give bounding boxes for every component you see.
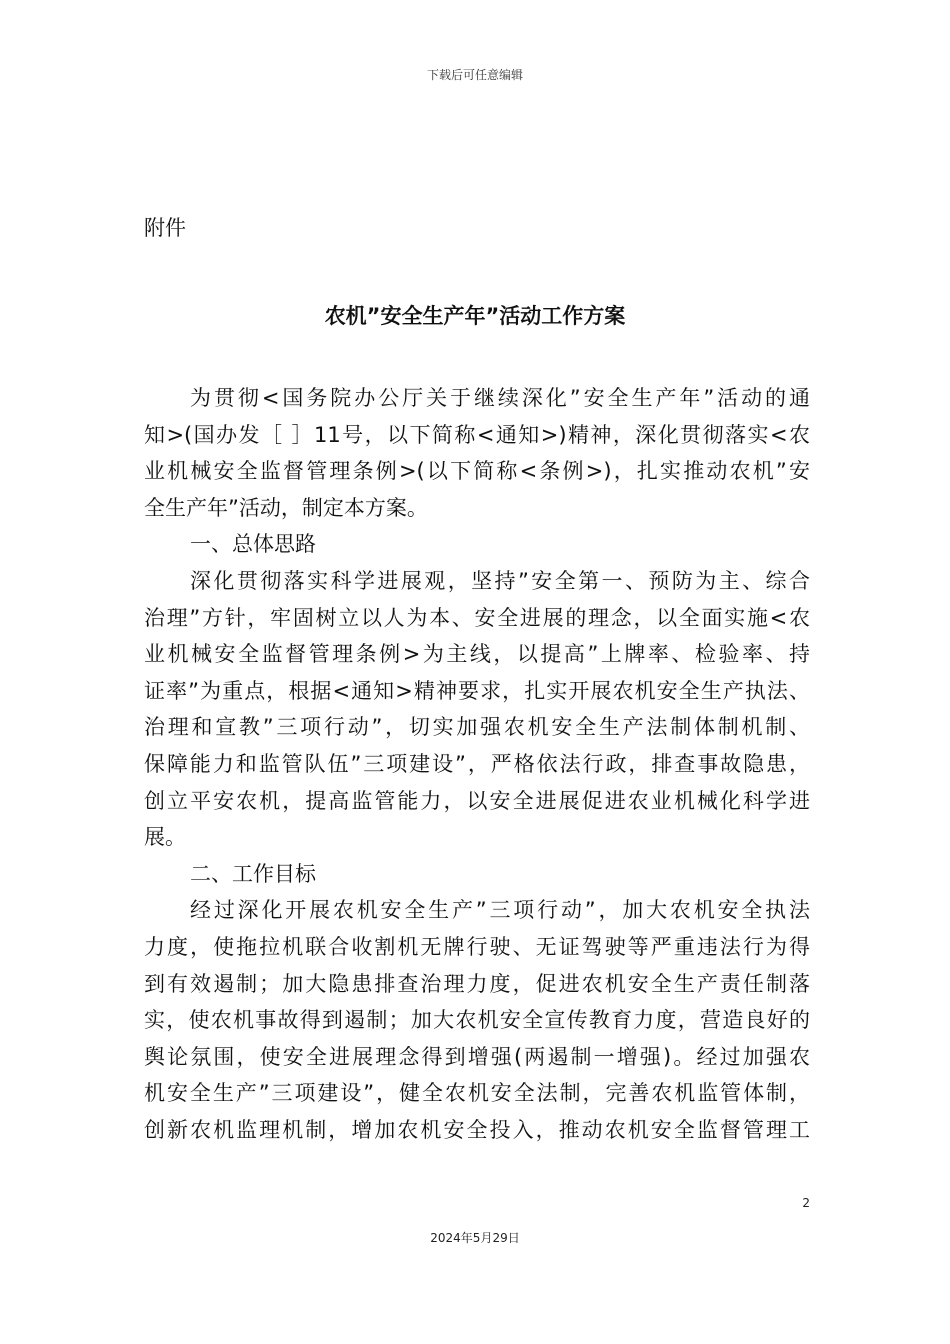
body-line: 为贯彻<国务院办公厅关于继续深化”安全生产年”活动的通 [190, 386, 810, 410]
body-line: 治理”方针，牢固树立以人为本、安全进展的理念，以全面实施<农 [144, 605, 810, 630]
body-line: 证率”为重点，根据<通知>精神要求，扎实开展农机安全生产执法、 [144, 678, 810, 703]
body-line: 二、工作目标 [190, 861, 316, 886]
body-line: 知>(国办发［ ］11号，以下简称<通知>)精神，深化贯彻落实<农 [144, 422, 810, 447]
page-number: 2 [802, 1196, 810, 1210]
document-body [144, 380, 810, 1148]
body-line: 实，使农机事故得到遏制；加大农机安全宣传教育力度，营造良好的 [144, 1008, 810, 1033]
body-line: 经过深化开展农机安全生产”三项行动”，加大农机安全执法 [190, 898, 810, 923]
body-line: 机安全生产”三项建设”，健全农机安全法制，完善农机监管体制， [144, 1081, 810, 1106]
body-line: 舆论氛围，使安全进展理念得到增强(两遏制一增强)。经过加强农 [144, 1044, 810, 1069]
body-line: 创立平安农机，提高监管能力，以安全进展促进农业机械化科学进 [144, 788, 810, 813]
body-line: 创新农机监理机制，增加农机安全投入，推动农机安全监督管理工 [144, 1117, 810, 1142]
body-line: 业机械安全监督管理条例>为主线，以提高”上牌率、检验率、持 [144, 642, 810, 667]
body-line: 治理和宣教”三项行动”，切实加强农机安全生产法制体制机制、 [144, 715, 810, 740]
body-line: 深化贯彻落实科学进展观，坚持”安全第一、预防为主、综合 [190, 568, 810, 593]
page-header-note: 下载后可任意编辑 [426, 68, 523, 82]
body-line: 保障能力和监管队伍”三项建设”，严格依法行政，排查事故隐患， [144, 751, 810, 776]
document-title: 农机”安全生产年”活动工作方案 [324, 304, 626, 328]
page-footer-date: 2024年5月29日 [430, 1231, 520, 1245]
attachment-label: 附件 [144, 216, 186, 240]
body-line: 业机械安全监督管理条例>(以下简称<条例>)，扎实推动农机”安 [144, 459, 810, 484]
body-line: 一、总体思路 [190, 532, 316, 557]
body-line: 展。 [144, 825, 186, 850]
body-line: 到有效遏制；加大隐患排查治理力度，促进农机安全生产责任制落 [144, 971, 810, 996]
body-line: 全生产年”活动，制定本方案。 [144, 495, 428, 520]
body-line: 力度，使拖拉机联合收割机无牌行驶、无证驾驶等严重违法行为得 [144, 934, 810, 959]
